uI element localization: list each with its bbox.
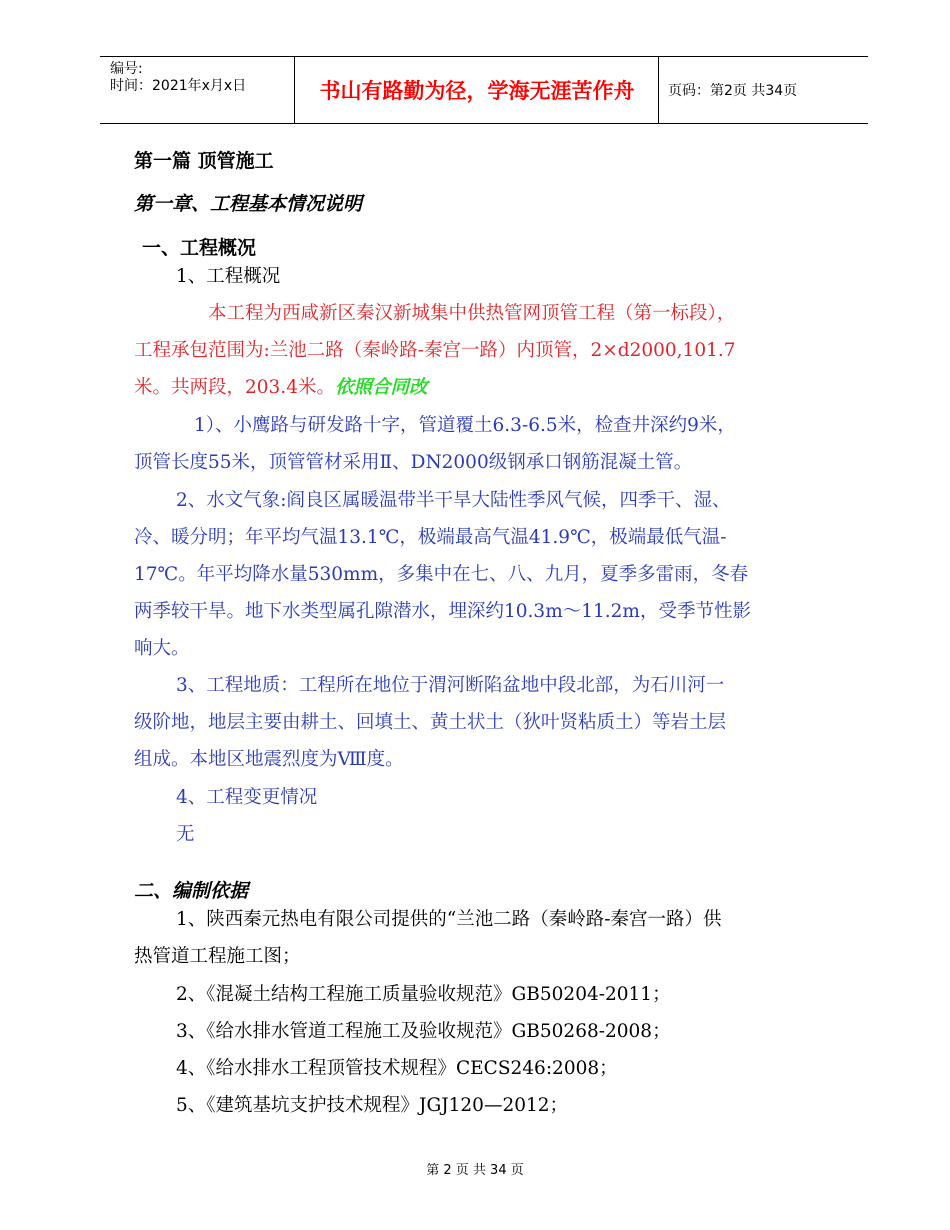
ref3: 3、《给水排水管道工程施工及验收规范》GB50268-2008；: [176, 1021, 671, 1042]
item2-line3: 17℃。年平均降水量530mm，多集中在七、八、九月，夏季多雷雨，冬春: [134, 564, 749, 585]
item3-line1: 3、工程地质：工程所在地位于渭河断陷盆地中段北部，为石川河一: [176, 675, 725, 696]
ref1-line1: 1、陕西秦元热电有限公司提供的“兰池二路（秦岭路-秦宫一路）供: [176, 909, 722, 930]
item3-line3: 组成。本地区地震烈度为Ⅷ度。: [134, 749, 404, 770]
item2-line4: 两季较干旱。地下水类型属孔隙潜水，埋深约10.3m～11.2m，受季节性影: [134, 601, 751, 622]
part-title: 第一篇 顶管施工: [134, 150, 274, 172]
header-meta: [100, 57, 295, 123]
para1-line1: 本工程为西咸新区秦汉新城集中供热管网顶管工程（第一标段），: [208, 303, 736, 324]
para1-line3-wrap: [134, 373, 427, 399]
header-page-number: 页码：第2页 共34页: [668, 83, 798, 99]
ref2: 2、《混凝土结构工程施工质量验收规范》GB50204-2011；: [176, 984, 671, 1005]
document-time-label: 时间：2021年x月x日: [110, 78, 247, 94]
item4-title: 4、工程变更情况: [176, 787, 318, 808]
sub1-line2: 顶管长度55米，顶管管材采用Ⅱ、DN2000级钢承口钢筋混凝土管。: [134, 452, 693, 473]
item3-line2: 级阶地，地层主要由耕土、回填土、黄土状土（狄叶贤粘质土）等岩土层: [134, 712, 727, 733]
section2-title: 二、编制依据: [134, 880, 249, 902]
contract-note: 依照合同改: [334, 377, 428, 398]
para1-line3: 米。共两段，203.4米。: [134, 377, 335, 398]
document-number-label: 编号:: [110, 61, 143, 77]
sub1-line1: 1）、小鹰路与研发路十字，管道覆土6.3-6.5米，检查井深约9米，: [194, 415, 736, 436]
item2-line1: 2、水文气象:阎良区属暖温带半干旱大陆性季风气候，四季干、湿、: [176, 490, 731, 511]
item2-line5: 响大。: [134, 638, 190, 659]
para1-line2: 工程承包范围为:兰池二路（秦岭路-秦宫一路）内顶管，2×d2000,101.7: [134, 340, 736, 361]
item4-value: 无: [176, 824, 195, 845]
chapter-title: 第一章、工程基本情况说明: [134, 193, 363, 215]
ref5: 5、《建筑基坑支护技术规程》JGJ120—2012；: [176, 1095, 569, 1116]
section1-title: 一、工程概况: [142, 237, 257, 259]
ref1-line2: 热管道工程施工图；: [134, 946, 301, 967]
page-header: [100, 56, 868, 124]
item1-title: 1、工程概况: [176, 266, 281, 287]
item2-line2: 冷、暖分明；年平均气温13.1℃，极端最高气温41.9℃，极端最低气温-: [134, 527, 727, 548]
page-footer: 第 2 页 共 34 页: [426, 1163, 524, 1178]
header-motto: 书山有路勤为径，学海无涯苦作舟: [296, 57, 659, 123]
ref4: 4、《给水排水工程顶管技术规程》CECS246:2008；: [176, 1058, 618, 1079]
